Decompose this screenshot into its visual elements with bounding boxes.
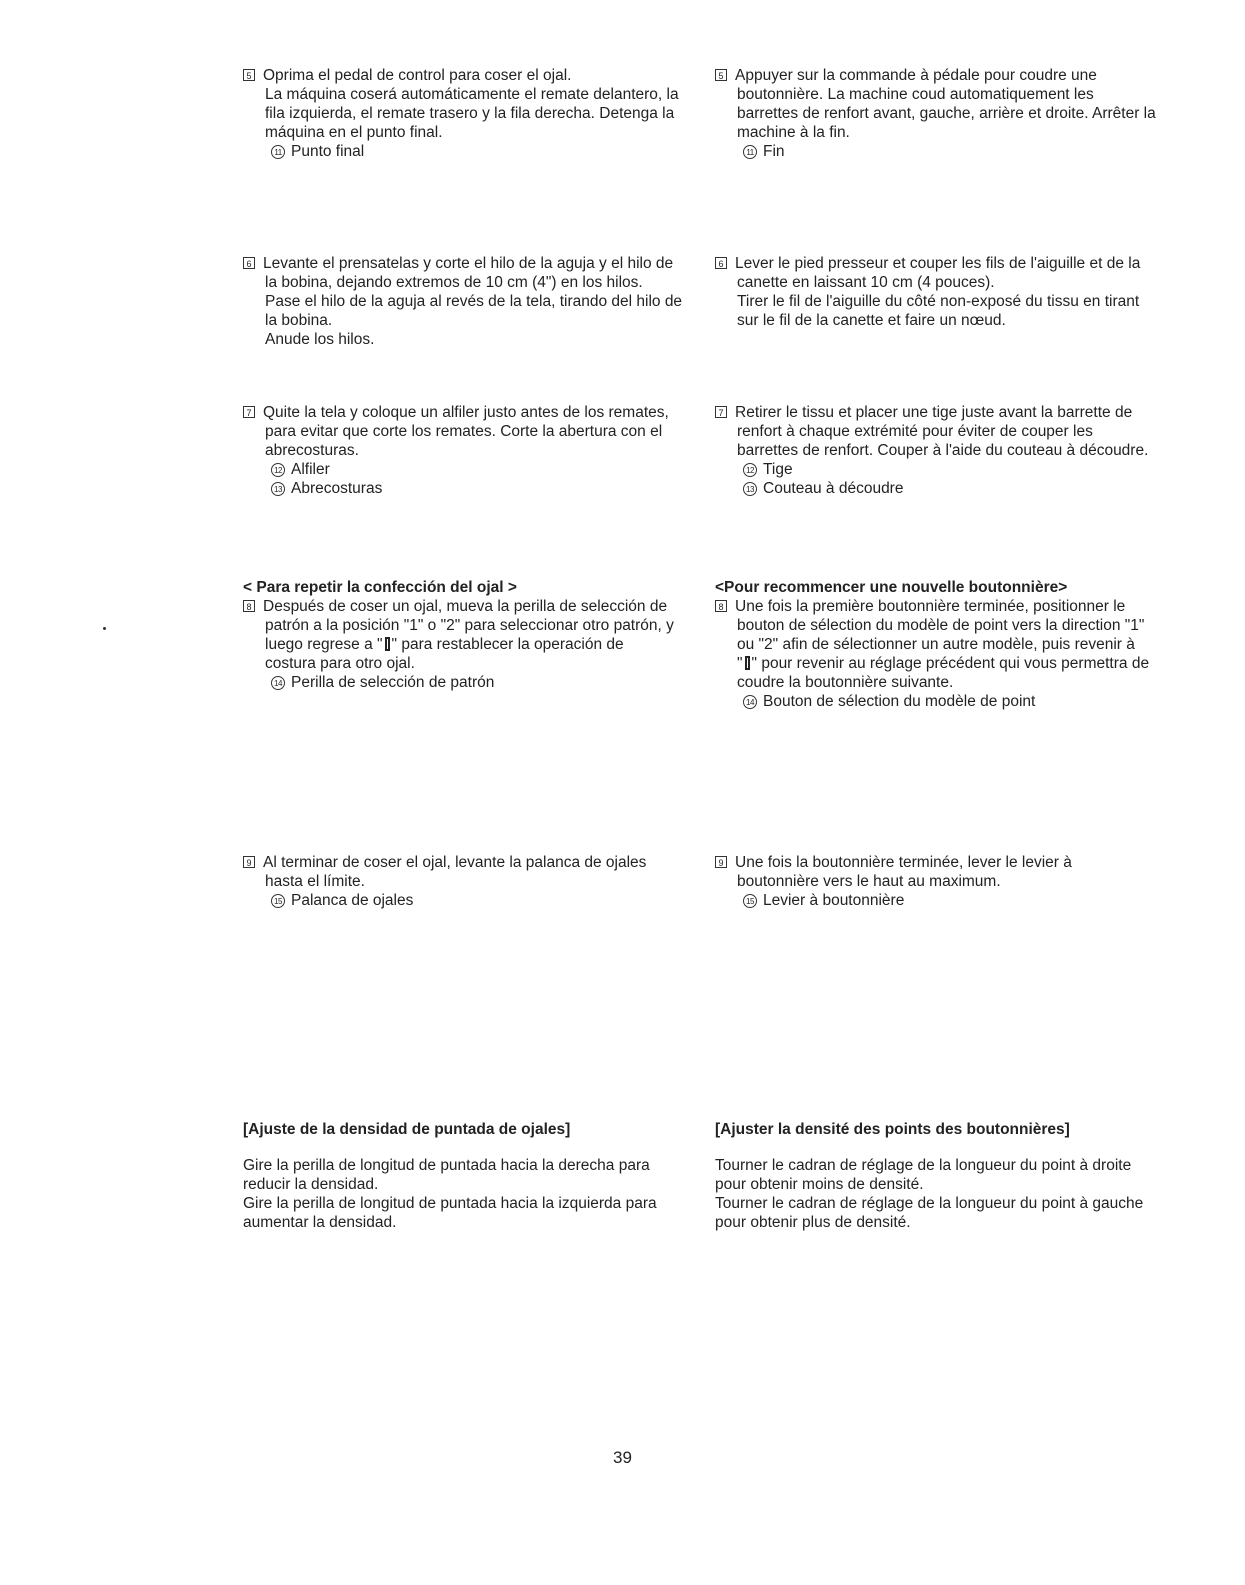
step-text: barrettes de renfort. Couper à l'aide du couteau à découdre. (737, 442, 1149, 459)
paragraph-text: Tourner le cadran de réglage de la longueur du point à gauche (715, 1195, 1144, 1212)
step-number-box: 8 (715, 600, 727, 612)
section-heading: < Para repetir la confección del ojal > (243, 579, 517, 596)
step-text: luego regrese a " (265, 636, 383, 653)
step-text: barrettes de renfort avant, gauche, arrière et droite. Arrêter la (737, 105, 1156, 122)
reference-number-circle: 13 (271, 482, 285, 496)
reference-number-circle: 14 (271, 676, 285, 690)
buttonhole-symbol-icon (385, 637, 390, 651)
step-number-box: 9 (715, 856, 727, 868)
section-heading: <Pour recommencer une nouvelle boutonnière> (715, 579, 1068, 596)
step-text: Después de coser un ojal, mueva la perilla de selección de (263, 598, 668, 615)
step-number-box: 7 (715, 406, 727, 418)
step7-fr (715, 403, 1175, 498)
repeat-es (243, 578, 703, 692)
reference-label: Palanca de ojales (291, 892, 414, 909)
step9-es (243, 853, 703, 910)
step-text: boutonnière. La machine coud automatiquement les (737, 86, 1094, 103)
paragraph-text: Gire la perilla de longitud de puntada hacia la derecha para (243, 1157, 650, 1174)
paragraph-text: Gire la perilla de longitud de puntada hacia la izquierda para (243, 1195, 657, 1212)
paragraph-text: pour obtenir plus de densité. (715, 1214, 911, 1231)
paragraph-text: pour obtenir moins de densité. (715, 1176, 924, 1193)
step-text: la bobina. (265, 312, 333, 329)
reference-label: Levier à boutonnière (763, 892, 905, 909)
step-text: Lever le pied presseur et couper les fils de l'aiguille et de la (735, 255, 1141, 272)
step-text: Al terminar de coser el ojal, levante la palanca de ojales (263, 854, 647, 871)
step-text: Tirer le fil de l'aiguille du côté non-exposé du tissu en tirant (737, 293, 1140, 310)
reference-number-circle: 15 (271, 894, 285, 908)
step-text: para evitar que corte los remates. Corte la abertura con el (265, 423, 663, 440)
step-text: La máquina coserá automáticamente el remate delantero, la (265, 86, 679, 103)
step-text: Pase el hilo de la aguja al revés de la tela, tirando del hilo de (265, 293, 683, 310)
section-heading: [Ajuste de la densidad de puntada de ojales] (243, 1121, 571, 1138)
step-number-box: 6 (243, 257, 255, 269)
step7-es (243, 403, 703, 498)
reference-number-circle: 12 (271, 463, 285, 477)
step-number-box: 5 (715, 69, 727, 81)
step-text: la bobina, dejando extremos de 10 cm (4") en los hilos. (265, 274, 643, 291)
reference-number-circle: 11 (271, 145, 285, 159)
step-text: Quite la tela y coloque un alfiler justo antes de los remates, (263, 404, 669, 421)
reference-label: Alfiler (291, 461, 330, 478)
step-text: costura para otro ojal. (265, 655, 415, 672)
step-text: ou "2" afin de sélectionner un autre modèle, puis revenir à (737, 636, 1135, 653)
reference-number-circle: 14 (743, 695, 757, 709)
reference-label: Punto final (291, 143, 365, 160)
paragraph-text: reducir la densidad. (243, 1176, 379, 1193)
step-text: máquina en el punto final. (265, 124, 443, 141)
stray-mark (103, 627, 106, 630)
step-text: machine à la fin. (737, 124, 850, 141)
step-text: coudre la boutonnière suivante. (737, 674, 954, 691)
section-heading: [Ajuster la densité des points des boutonnières] (715, 1121, 1070, 1138)
step-text: " (737, 655, 743, 672)
reference-number-circle: 12 (743, 463, 757, 477)
repeat-fr (715, 578, 1175, 711)
reference-label: Abrecosturas (291, 480, 383, 497)
step-text: sur le fil de la canette et faire un nœud. (737, 312, 1006, 329)
reference-label: Couteau à découdre (763, 480, 904, 497)
step-text: Oprima el pedal de control para coser el ojal. (263, 67, 572, 84)
step-text: renfort à chaque extrémité pour éviter de couper les (737, 423, 1093, 440)
paragraph-text: Tourner le cadran de réglage de la longueur du point à droite (715, 1157, 1132, 1174)
step-text: patrón a la posición "1" o "2" para seleccionar otro patrón, y (265, 617, 674, 634)
step-text: fila izquierda, el remate trasero y la fila derecha. Detenga la (265, 105, 675, 122)
reference-number-circle: 15 (743, 894, 757, 908)
reference-label: Fin (763, 143, 785, 160)
step-text: hasta el límite. (265, 873, 365, 890)
step-text: canette en laissant 10 cm (4 pouces). (737, 274, 995, 291)
step-text: boutonnière vers le haut au maximum. (737, 873, 1001, 890)
step-text: Retirer le tissu et placer une tige juste avant la barrette de (735, 404, 1133, 421)
step6-fr (715, 254, 1175, 330)
step9-fr (715, 853, 1175, 910)
density-fr (715, 1120, 1175, 1232)
step-number-box: 6 (715, 257, 727, 269)
step-text: Une fois la boutonnière terminée, lever le levier à (735, 854, 1072, 871)
reference-label: Tige (763, 461, 793, 478)
step-number-box: 5 (243, 69, 255, 81)
reference-number-circle: 11 (743, 145, 757, 159)
step-text: Appuyer sur la commande à pédale pour coudre une (735, 67, 1097, 84)
step5-es (243, 66, 703, 161)
reference-number-circle: 13 (743, 482, 757, 496)
density-es (243, 1120, 703, 1232)
step6-es (243, 254, 703, 349)
step-text: Levante el prensatelas y corte el hilo de la aguja y el hilo de (263, 255, 674, 272)
step-text: bouton de sélection du modèle de point vers la direction "1" (737, 617, 1145, 634)
step-number-box: 7 (243, 406, 255, 418)
reference-label: Perilla de selección de patrón (291, 674, 495, 691)
paragraph-text: aumentar la densidad. (243, 1214, 397, 1231)
step5-fr (715, 66, 1175, 161)
step-text: abrecosturas. (265, 442, 359, 459)
buttonhole-symbol-icon (745, 656, 750, 670)
step-number-box: 8 (243, 600, 255, 612)
step-number-box: 9 (243, 856, 255, 868)
step-text: " para restablecer la operación de (391, 636, 624, 653)
step-text: Anude los hilos. (265, 331, 375, 348)
step-text: Une fois la première boutonnière terminée, positionner le (735, 598, 1126, 615)
reference-label: Bouton de sélection du modèle de point (763, 693, 1036, 710)
page-number: 39 (613, 1448, 632, 1467)
step-text: " pour revenir au réglage précédent qui vous permettra de (751, 655, 1150, 672)
